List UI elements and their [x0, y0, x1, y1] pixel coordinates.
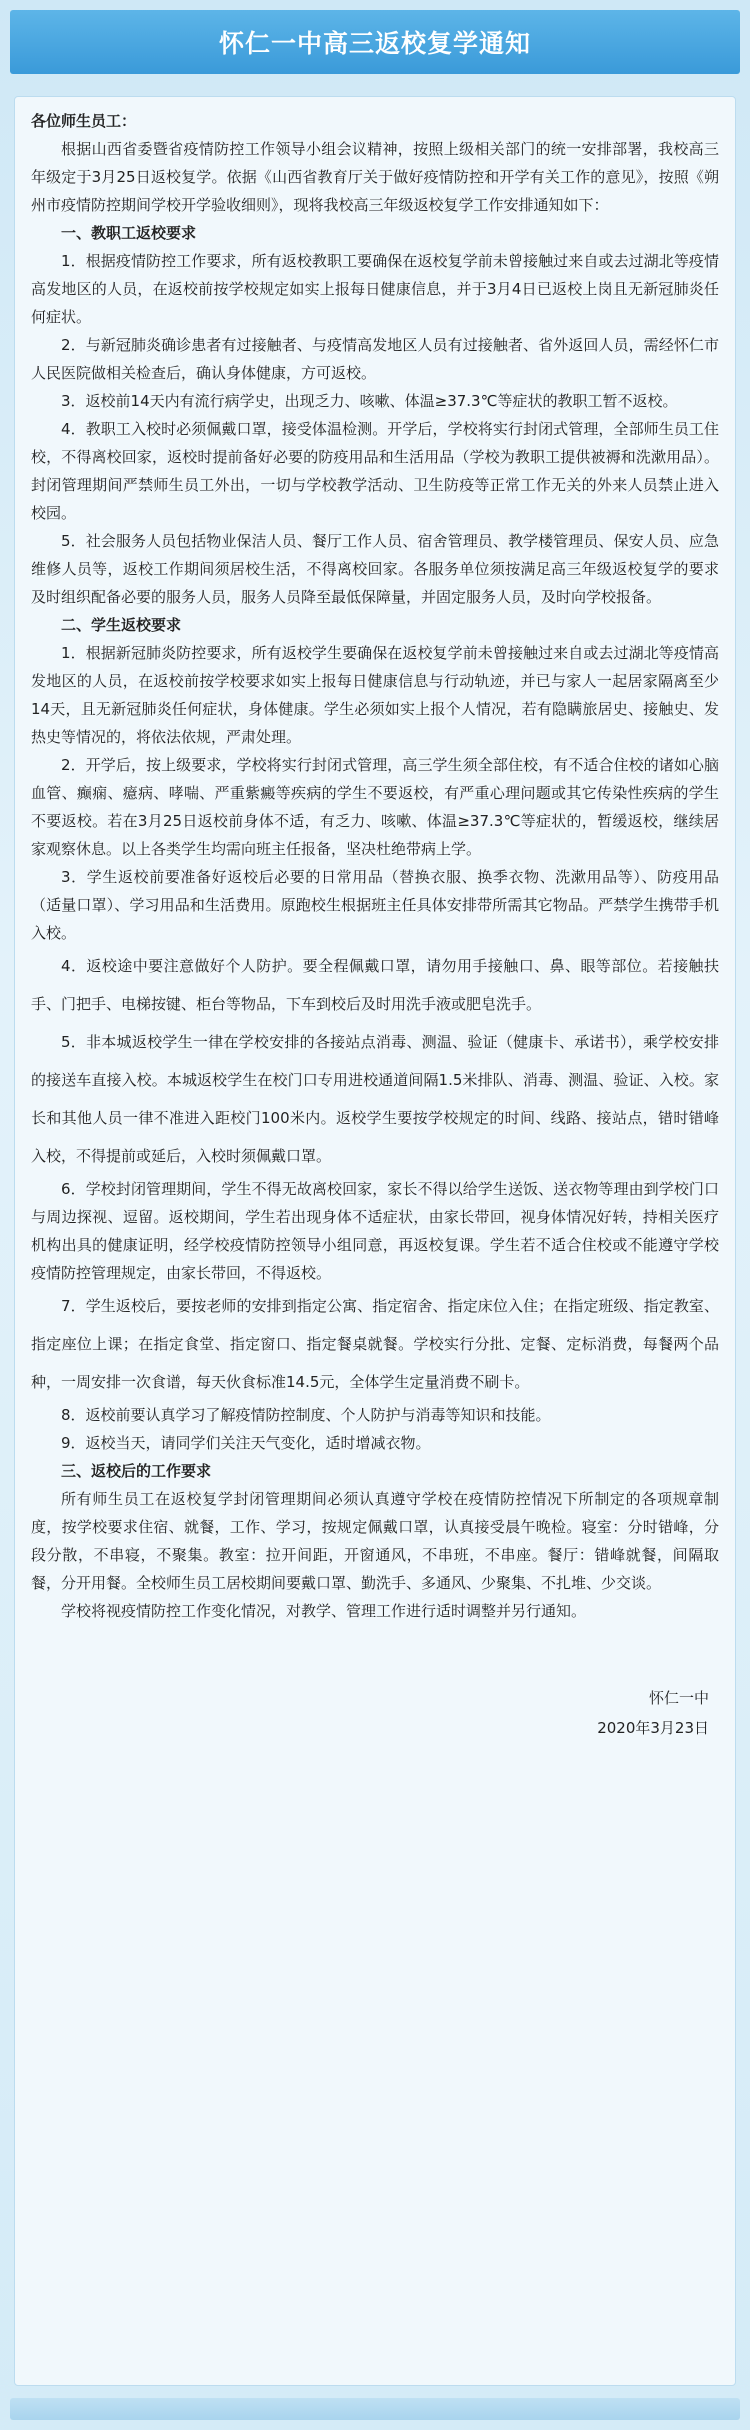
staff-item-4: 4．教职工入校时必须佩戴口罩，接受体温检测。开学后，学校将实行封闭式管理，全部师生员工住校，不得离校回家，返校时提前备好必要的防疫用品和生活用品（学校为教职工提供被褥和洗漱用品）。封闭管理期间严禁师生员工外出，一切与学校教学活动、卫生防疫等正常工作无关的外来人员禁止进入校园。 — [31, 420, 719, 522]
student-item-3: 3．学生返校前要准备好返校后必要的日常用品（替换衣服、换季衣物、洗漱用品等）、防疫用品（适量口罩）、学习用品和生活费用。原跑校生根据班主任具体安排带所需其它物品。严禁学生携带手机入校。 — [31, 868, 719, 942]
intro-paragraph: 根据山西省委暨省疫情防控工作领导小组会议精神，按照上级相关部门的统一安排部署，我校高三年级定于3月25日返校复学。依据《山西省教育厅关于做好疫情防控和开学有关工作的意见》，按照《朔州市疫情防控期间学校开学验收细则》，现将我校高三年级返校复学工作安排通知如下： — [31, 140, 719, 214]
staff-item-2: 2．与新冠肺炎确诊患者有过接触者、与疫情高发地区人员有过接触者、省外返回人员，需经怀仁市人民医院做相关检查后，确认身体健康，方可返校。 — [31, 336, 719, 382]
signature-block — [31, 1683, 719, 1743]
title-banner — [10, 10, 740, 74]
greeting: 各位师生员工： — [31, 112, 137, 130]
section-heading-students: 二、学生返校要求 — [61, 616, 182, 634]
notice-body — [31, 107, 719, 1743]
student-item-5: 5．非本城返校学生一律在学校安排的各接站点消毒、测温、验证（健康卡、承诺书），乘学校安排的接送车直接入校。本城返校学生在校门口专用进校通道间隔1.5米排队、消毒、测温、验证、入校。家长和其他人员一律不准进入距校门100米内。返校学生要按学校规定的时间、线路、接站点，错时错峰入校，不得提前或延后，入校时须佩戴口罩。 — [31, 1033, 719, 1165]
staff-item-3: 3．返校前14天内有流行病学史，出现乏力、咳嗽、体温≥37.3℃等症状的教职工暂不返校。 — [61, 392, 678, 410]
signature-org: 怀仁一中 — [648, 1689, 709, 1707]
student-item-6: 6．学校封闭管理期间，学生不得无故离校回家，家长不得以给学生送饭、送衣物等理由到学校门口与周边探视、逗留。返校期间，学生若出现身体不适症状，由家长带回，视身体情况好转，持相关医疗机构出具的健康证明，经学校疫情防控领导小组同意，再返校复课。学生若不适合住校或不能遵守学校疫情防控管理规定，由家长带回，不得返校。 — [31, 1180, 719, 1282]
notice-card — [14, 96, 736, 2386]
page-title: 怀仁一中高三返校复学通知 — [218, 29, 531, 58]
student-item-7: 7．学生返校后，要按老师的安排到指定公寓、指定宿舍、指定床位入住；在指定班级、指定教室、指定座位上课；在指定食堂、指定窗口、指定餐桌就餐。学校实行分批、定餐、定标消费，每餐两个品种，一周安排一次食谱，每天伙食标准14.5元，全体学生定量消费不刷卡。 — [31, 1297, 719, 1391]
section-heading-after-return: 三、返校后的工作要求 — [61, 1462, 212, 1480]
staff-item-5: 5．社会服务人员包括物业保洁人员、餐厅工作人员、宿舍管理员、教学楼管理员、保安人员、应急维修人员等，返校工作期间须居校生活，不得离校回家。各服务单位须按满足高三年级返校复学的要求及时组织配备必要的服务人员，服务人员降至最低保障量，并固定服务人员，及时向学校报备。 — [31, 532, 719, 606]
student-item-9: 9．返校当天，请同学们关注天气变化，适时增减衣物。 — [61, 1434, 431, 1452]
footer-decoration — [10, 2398, 740, 2420]
student-item-4: 4．返校途中要注意做好个人防护。要全程佩戴口罩，请勿用手接触口、鼻、眼等部位。若接触扶手、门把手、电梯按键、柜台等物品，下车到校后及时用洗手液或肥皂洗手。 — [31, 957, 719, 1013]
after-return-paragraph-2: 学校将视疫情防控工作变化情况，对教学、管理工作进行适时调整并另行通知。 — [61, 1602, 587, 1620]
student-item-8: 8．返校前要认真学习了解疫情防控制度、个人防护与消毒等知识和技能。 — [61, 1406, 551, 1424]
signature-date: 2020年3月23日 — [597, 1719, 709, 1737]
student-item-1: 1．根据新冠肺炎防控要求，所有返校学生要确保在返校复学前未曾接触过来自或去过湖北等疫情高发地区的人员，在返校前按学校要求如实上报每日健康信息与行动轨迹，并已与家人一起居家隔离至少14天，且无新冠肺炎任何症状，身体健康。学生必须如实上报个人情况，若有隐瞒旅居史、接触史、发热史等情况的，将依法依规，严肃处理。 — [31, 644, 719, 746]
student-item-2: 2．开学后，按上级要求，学校将实行封闭式管理，高三学生须全部住校，有不适合住校的诸如心脑血管、癫痫、癔病、哮喘、严重紫癜等疾病的学生不要返校，有严重心理问题或其它传染性疾病的学生不要返校。若在3月25日返校前身体不适，有乏力、咳嗽、体温≥37.3℃等症状的，暂缓返校，继续居家观察休息。以上各类学生均需向班主任报备，坚决杜绝带病上学。 — [31, 756, 719, 858]
section-heading-staff: 一、教职工返校要求 — [61, 224, 197, 242]
staff-item-1: 1．根据疫情防控工作要求，所有返校教职工要确保在返校复学前未曾接触过来自或去过湖北等疫情高发地区的人员，在返校前按学校规定如实上报每日健康信息，并于3月4日已返校上岗且无新冠肺炎任何症状。 — [31, 252, 719, 326]
after-return-paragraph-1: 所有师生员工在返校复学封闭管理期间必须认真遵守学校在疫情防控情况下所制定的各项规章制度，按学校要求住宿、就餐，工作、学习，按规定佩戴口罩，认真接受晨午晚检。寝室：分时错峰，分段分散，不串寝，不聚集。教室：拉开间距，开窗通风，不串班，不串座。餐厅：错峰就餐，间隔取餐，分开用餐。全校师生员工居校期间要戴口罩、勤洗手、多通风、少聚集、不扎堆、少交谈。 — [31, 1490, 719, 1592]
